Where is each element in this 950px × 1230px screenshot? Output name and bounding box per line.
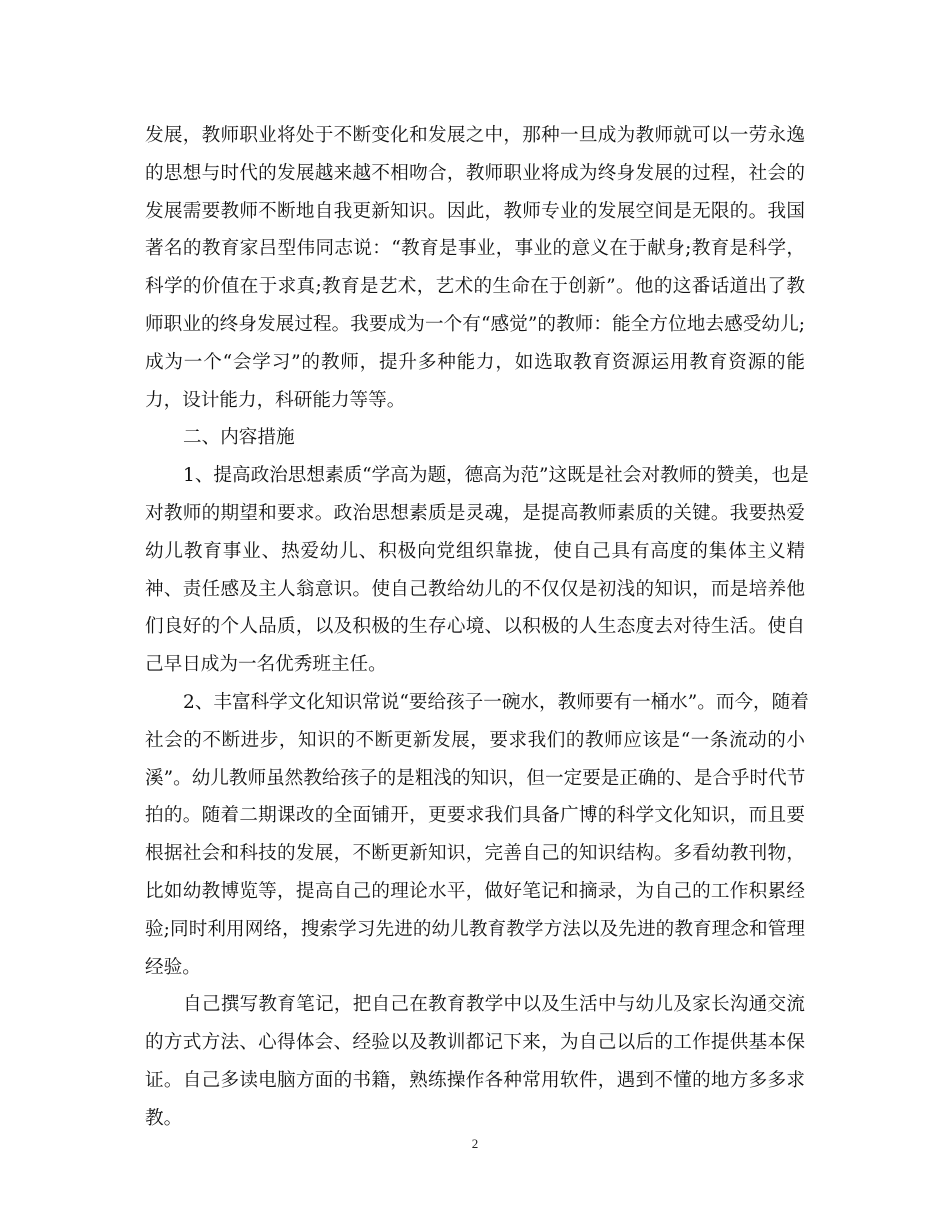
text-line: 拍的。随着二期课改的全面铺开，更要求我们具备广博的科学文化知识，而且要 (145, 805, 805, 827)
text-line: 神、责任感及主人翁意识。使自己教给幼儿的不仅仅是初浅的知识，而是培养他 (145, 578, 805, 600)
document-body (145, 117, 809, 1138)
text-line: 比如幼教博览等，提高自己的理论水平，做好笔记和摘录，为自己的工作积累经 (145, 880, 805, 902)
text-line: 师职业的终身发展过程。我要成为一个有“感觉”的教师：能全方位地去感受幼儿; (145, 313, 805, 335)
text-line: 科学的价值在于求真;教育是艺术，艺术的生命在于创新”。他的这番话道出了教 (145, 276, 805, 298)
text-line: 溪”。幼儿教师虽然教给孩子的是粗浅的知识，但一定要是正确的、是合乎时代节 (145, 767, 806, 789)
text-line: 发展需要教师不断地自我更新知识。因此，教师专业的发展空间是无限的。我国 (145, 200, 805, 222)
text-line: 们良好的个人品质，以及积极的生存心境、以积极的人生态度去对待生活。使自 (145, 616, 805, 638)
text-line: 的方式方法、心得体会、经验以及教训都记下来，为自己以后的工作提供基本保 (145, 1032, 805, 1054)
paragraph-political-quality (145, 457, 809, 684)
heading-line: 二、内容措施 (183, 427, 295, 449)
paragraph-intro (145, 117, 805, 419)
text-line: 的思想与时代的发展越来越不相吻合，教师职业将成为终身发展的过程，社会的 (145, 162, 805, 184)
section-heading (145, 419, 805, 457)
text-line: 发展，教师职业将处于不断变化和发展之中，那种一旦成为教师就可以一劳永逸 (145, 125, 805, 146)
text-line: 自己撰写教育笔记，把自己在教育教学中以及生活中与幼儿及家长沟通交流 (183, 994, 805, 1016)
page-number: 2 (471, 1136, 479, 1151)
text-line: 著名的教育家吕型伟同志说：“教育是事业，事业的意义在于献身;教育是科学， (145, 238, 805, 260)
text-line: 1、提高政治思想素质“学高为题，德高为范”这既是社会对教师的赞美，也是 (183, 465, 809, 487)
text-line: 己早日成为一名优秀班主任。 (145, 654, 387, 676)
text-line: 力，设计能力，科研能力等等。 (145, 389, 406, 411)
text-line: 验;同时利用网络，搜索学习先进的幼儿教育教学方法以及先进的教育理念和管理 (145, 918, 805, 940)
paragraph-knowledge (145, 684, 809, 986)
text-line: 根据社会和科技的发展，不断更新知识，完善自己的知识结构。多看幼教刊物， (145, 843, 805, 865)
text-line: 对教师的期望和要求。政治思想素质是灵魂，是提高教师素质的关键。我要热爱 (145, 502, 805, 524)
text-line: 幼儿教育事业、热爱幼儿、积极向党组织靠拢，使自己具有高度的集体主义精 (145, 540, 805, 562)
text-line: 经验。 (145, 956, 201, 978)
text-line: 2、丰富科学文化知识常说“要给孩子一碗水，教师要有一桶水”。而今，随着 (183, 691, 809, 713)
text-line: 证。自己多读电脑方面的书籍，熟练操作各种常用软件，遇到不懂的地方多多求 (145, 1069, 805, 1091)
text-line: 教。 (145, 1107, 183, 1129)
paragraph-notes (145, 986, 805, 1137)
text-line: 成为一个“会学习”的教师，提升多种能力，如选取教育资源运用教育资源的能 (145, 351, 805, 373)
text-line: 社会的不断进步，知识的不断更新发展，要求我们的教师应该是“一条流动的小 (145, 729, 805, 751)
